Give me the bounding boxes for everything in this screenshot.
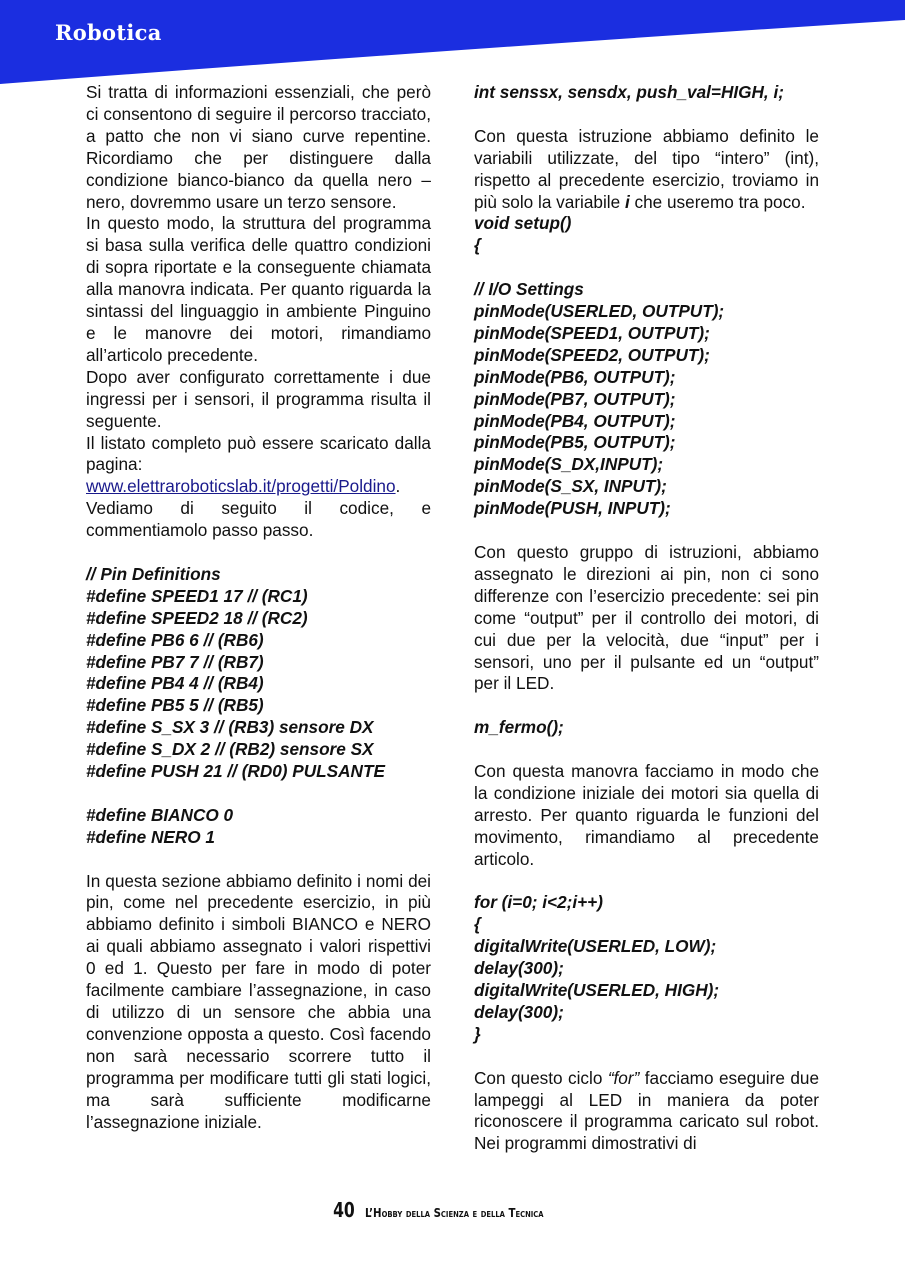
spacer	[474, 695, 819, 717]
code-line: pinMode(USERLED, OUTPUT);	[474, 301, 725, 322]
code-line: void setup()	[474, 213, 572, 234]
code-block-setup	[474, 213, 819, 257]
right-paragraph-4	[474, 1068, 819, 1156]
code-line: digitalWrite(USERLED, LOW);	[474, 936, 717, 957]
code-line: pinMode(PB6, OUTPUT);	[474, 366, 676, 387]
right-paragraph-4-end: facciamo eseguire due lampeggi al LED in maniera da poter riconoscere il programma caricato sul robot. Nei programmi dimostrativi di	[474, 1067, 819, 1154]
code-block-for-loop	[474, 892, 819, 1045]
code-line: #define S_DX 2 // (RB2) sensore SX	[86, 739, 374, 760]
code-block-colors	[86, 805, 431, 849]
spacer	[474, 739, 819, 761]
variable-i: i	[624, 191, 630, 212]
page-number: 40	[332, 1198, 355, 1222]
download-link[interactable]: www.elettraroboticslab.it/progetti/Poldino	[86, 476, 396, 497]
spacer	[474, 520, 819, 542]
code-line: pinMode(S_SX, INPUT);	[474, 476, 667, 497]
download-line	[86, 476, 431, 498]
spacer	[474, 104, 819, 126]
spacer	[474, 1046, 819, 1068]
right-paragraph-1-start: Con questa istruzione abbiamo definito le variabili utilizzate, del tipo “intero” (int), rispetto al precedente esercizio, troviamo in più solo la variabile	[474, 125, 819, 212]
code-block-pin-definitions	[86, 564, 431, 783]
code-line: delay(300);	[474, 958, 564, 979]
code-line-fermo: m_fermo();	[474, 717, 564, 738]
section-title: Robotica	[55, 20, 162, 45]
right-paragraph-3: Con questa manovra facciamo in modo che la condizione iniziale dei motori sia quella di arresto. Per quanto riguarda le funzioni del movimento, rimandiamo al precedente articolo.	[474, 761, 819, 869]
code-line: #define PB5 5 // (RB5)	[86, 695, 264, 716]
right-column	[474, 82, 819, 1155]
magazine-title: L’Hobby della Scienza e della Tecnica	[365, 1206, 544, 1220]
spacer	[474, 257, 819, 279]
code-block-pinmode	[474, 279, 819, 520]
code-line: pinMode(S_DX,INPUT);	[474, 454, 664, 475]
code-line-int: int senssx, sensdx, push_val=HIGH, i;	[474, 82, 784, 102]
left-paragraph-5: Vediamo di seguito il codice, e commentiamolo passo passo.	[86, 498, 431, 541]
page-footer	[0, 1198, 905, 1222]
code-line: #define PB7 7 // (RB7)	[86, 651, 264, 672]
code-line: #define SPEED2 18 // (RC2)	[86, 607, 308, 628]
code-line: pinMode(SPEED2, OUTPUT);	[474, 344, 710, 365]
code-line: #define NERO 1	[86, 826, 215, 847]
code-line: for (i=0; i<2;i++)	[474, 892, 603, 913]
code-line: delay(300);	[474, 1001, 564, 1022]
code-line: }	[474, 1023, 481, 1044]
left-paragraph-6: In questa sezione abbiamo definito i nomi dei pin, come nel precedente esercizio, in più abbiamo definito i simboli BIANCO e NERO ai quali abbiamo assegnato i valori rispettivi 0 ed 1. Questo per fare in modo di poter facilmente cambiare l’assegnazione, in caso di utilizzo di un sensore che abbia una convenzione opposta a questo. Così facendo non sarà necessario scorrere tutto il programma per modificare tutti gli stati logici, ma sarà sufficiente modificarne l’assegnazione iniziale.	[86, 870, 431, 1132]
left-paragraph-1: Si tratta di informazioni essenziali, che però ci consentono di seguire il percorso tracciato, a patto che non vi siano curve repentine. Ricordiamo che per distinguere dalla condizione bianco-bianco da quella nero – nero, dovremmo usare un terzo sensore.	[86, 82, 431, 212]
code-line: #define BIANCO 0	[86, 804, 234, 825]
code-line: #define S_SX 3 // (RB3) sensore DX	[86, 717, 374, 738]
left-paragraph-4: Il listato completo può essere scaricato dalla pagina:	[86, 432, 431, 475]
right-paragraph-1	[474, 126, 819, 214]
code-line: #define PUSH 21 // (RD0) PULSANTE	[86, 761, 385, 782]
code-line: pinMode(PB5, OUTPUT);	[474, 432, 676, 453]
right-paragraph-2: Con questo gruppo di istruzioni, abbiamo assegnato le direzioni ai pin, non ci sono differenze con l’esercizio precedente: sei pin come “output” per il controllo dei motori, di cui due per la velocità, due “input” per i sensori, uno per il pulsante ed un “output” per il LED.	[474, 541, 819, 694]
code-line: pinMode(PB4, OUTPUT);	[474, 410, 676, 431]
left-paragraph-2: In questo modo, la struttura del programma si basa sulla verifica delle quattro condizioni di sopra riportate e la conseguente chiamata alla manovra indicata. Per quanto riguarda la sintassi del linguaggio in ambiente Pinguino e le manovre dei motori, rimandiamo all’articolo precedente.	[86, 213, 431, 365]
left-column	[86, 82, 431, 1133]
left-paragraph-3: Dopo aver configurato correttamente i due ingressi per i sensori, il programma risulta il seguente.	[86, 366, 431, 431]
code-line: {	[474, 914, 481, 935]
code-line: #define PB4 4 // (RB4)	[86, 673, 264, 694]
code-line: #define PB6 6 // (RB6)	[86, 629, 264, 650]
spacer	[474, 871, 819, 893]
spacer	[86, 783, 431, 805]
spacer	[86, 542, 431, 564]
code-line: // Pin Definitions	[86, 563, 221, 584]
code-line: pinMode(PUSH, INPUT);	[474, 498, 671, 519]
right-paragraph-1-end: che useremo tra poco.	[629, 191, 806, 212]
download-link-suffix: .	[395, 476, 401, 497]
code-line: {	[474, 235, 481, 256]
code-line: pinMode(SPEED1, OUTPUT);	[474, 322, 710, 343]
code-line: // I/O Settings	[474, 279, 584, 300]
right-paragraph-4-start: Con questo ciclo	[474, 1067, 608, 1088]
code-line: pinMode(PB7, OUTPUT);	[474, 388, 676, 409]
spacer	[86, 849, 431, 871]
for-word: “for”	[607, 1067, 640, 1088]
code-line: #define SPEED1 17 // (RC1)	[86, 585, 308, 606]
code-line: digitalWrite(USERLED, HIGH);	[474, 980, 720, 1001]
